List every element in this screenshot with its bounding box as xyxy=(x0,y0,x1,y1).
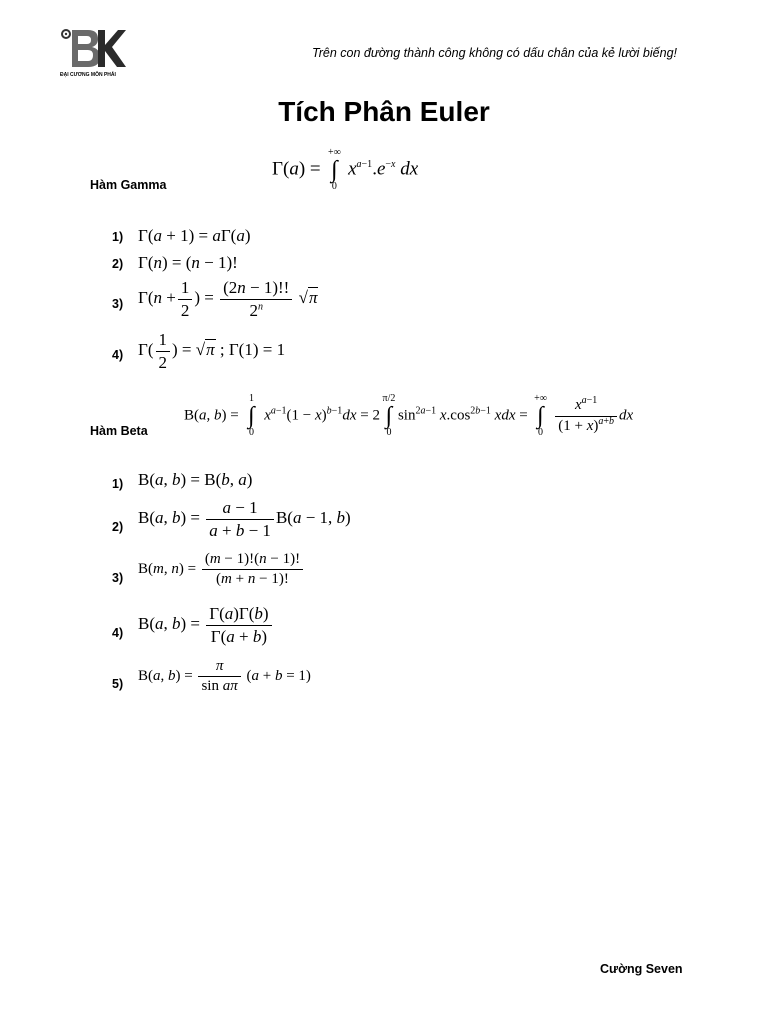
beta-item-4-num: 4) xyxy=(112,626,124,640)
logo-subtext: ĐẠI CƯƠNG MÔN PHÁI xyxy=(60,72,116,78)
gamma-label: Hàm Gamma xyxy=(90,178,167,192)
motto: Trên con đường thành công không có dấu chân của kẻ lười biếng! xyxy=(312,46,677,60)
gamma-item-1-formula: Γ(a + 1) = aΓ(a) xyxy=(138,226,251,245)
beta-item-5-num: 5) xyxy=(112,677,124,691)
gamma-definition: Γ(a) = +∞ ∫ 0 $x^{a-1}.e^{-x}$ dx xyxy=(272,147,419,192)
beta-label: Hàm Beta xyxy=(90,424,148,438)
gamma-item-2-num: 2) xyxy=(112,257,124,271)
beta-item-3-num: 3) xyxy=(112,571,124,585)
gamma-item-4-num: 4) xyxy=(112,348,124,362)
beta-definition: B(a, b) = 1 ∫ 0 $x^{a-1}(1 - x)^{b-1}dx = 2$ π/2 ∫ 0 $\sin^{2a-1} x.\cos^{2b-1}$ xdx = +∞ ∫ 0 $\frac{x^{a-1}}{(1 + x)^{a+b}}$ dx xyxy=(184,393,634,438)
beta-item-5-formula: B(a, b) = $\frac{\pi}{\text{sin aπ}}$ (a + b = 1) xyxy=(138,658,311,695)
beta-item-1-num: 1) xyxy=(112,477,124,491)
beta-item-3-formula: B(m, n) = $\frac{(m - 1)!(n - 1)!}{(m + n - 1)!}$ xyxy=(138,551,305,589)
author-name: Cường Seven xyxy=(600,962,683,976)
beta-item-2-num: 2) xyxy=(112,520,124,534)
gamma-item-1-num: 1) xyxy=(112,230,124,244)
gamma-item-3-num: 3) xyxy=(112,297,124,311)
bk-logo xyxy=(58,26,128,84)
gamma-item-4-formula: Γ( $\frac{1}{2}$ ) = √π ; Γ(1) = 1 xyxy=(138,330,286,372)
gamma-item-2-formula: Γ(n) = (n − 1)! xyxy=(138,253,238,272)
beta-item-2-formula: B(a, b) = $\frac{a - 1}{a + b - 1}$ B(a − 1, b) xyxy=(138,498,351,540)
beta-item-1-formula: B(a, b) = B(b, a) xyxy=(138,470,253,489)
beta-item-4-formula: B(a, b) = $\frac{\Gamma(a)\Gamma(b)}{\Gamma(a + b)}$ xyxy=(138,604,274,646)
gamma-item-3-formula: Γ(n + $\frac{1}{2}$ ) = $\frac{(2n - 1)!!}{2^n}$ √π xyxy=(138,278,318,320)
page-title: Tích Phân Euler xyxy=(278,96,490,127)
